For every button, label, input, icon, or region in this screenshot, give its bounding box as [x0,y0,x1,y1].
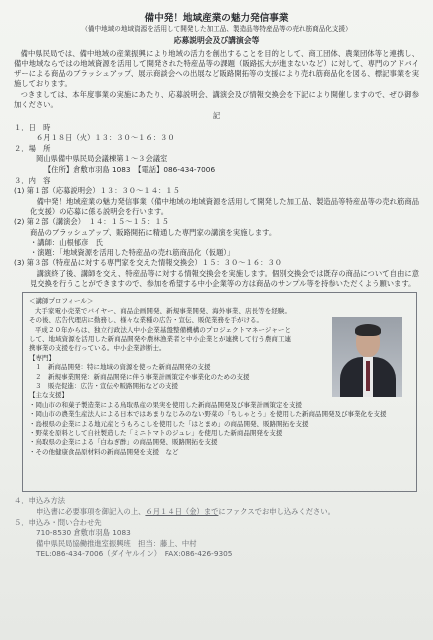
contact-heading: ５．申込み・問い合わせ先 [14,517,102,527]
place-address: 【住所】倉敷市羽島 1083 【電話】086-434-7006 [44,164,216,174]
part2-heading: (2) 第２部（講演会） １４：１５～１５：１５ [14,217,169,227]
profile-heading: ＜講師プロフィール＞ [29,297,94,306]
intro-paragraph-2: つきましては、本年度事業の実施にあたり、応募説明会、講演会及び情報交換会を下記により開催しますので、ぜひ御参加ください。 [14,89,419,109]
page-title: 備中発！地域産業の魅力発信事業 [144,13,289,24]
place-value: 岡山県備中県民局会議棟第１～３会議室 [36,154,168,164]
lecturer-photo [332,317,402,397]
ki-marker: 記 [212,111,221,121]
content-heading: ３．内 容 [14,176,51,186]
support-item: ・その他健康食品原材料の新商品開発を支援 など [29,447,179,456]
part2-description: 商品のブラッシュアップ、販路開拓に精通した専門家の講演を実施します。 [30,227,277,237]
profile-paragraph-2: 平成２０年からは、独立行政法人中小企業基盤整備機構のプロジェクトマネージャーとして、地域資源を活用した新商品開発や農林漁業者と中小企業とが連携して行う農商工連携事業の支援を行っている。中小企業診断士。 [29,325,291,353]
specialty-heading: 【専門】 [29,353,55,362]
page-subtitle-2: 応募説明会及び講演会等 [173,35,260,45]
support-item: ・岡山市の農業生産法人による日本ではあまりなじみのない野菜の「ちしゃとう」を使用した新商品開発及び事業化を支援 [29,410,387,419]
specialty-item: ３ 販売促進：広告・宣伝や販路開拓などの支援 [35,381,178,390]
contact-zip: 710-8530 倉敷市羽島 1083 [36,528,131,538]
place-heading: ２．場 所 [14,144,51,154]
part3-description: 講演終了後、講師を交え、特産品等に対する情報交換会を実施します。個別交換会では既存の商品について自由に意見交換を行うことができますので、参加を希望する中小企業等の方は商品のサンプル等を持参いただくよう願います。 [30,268,419,289]
apply-heading: ４．申込み方法 [14,496,66,506]
part2-theme: ・演題：「地域資源を活用した特産品の売れ筋商品化（仮題）」 [30,248,235,258]
support-item: ・鳥取県の企業による「白ねぎ酢」の商品開発、販路開拓を支援 [29,438,218,447]
part1-heading: (1) 第１部（応募説明会）１３：３０～１４：１５ [14,186,180,196]
contact-office: 備中県民局協働推進室振興班 担当：藤上、中村 [36,538,197,548]
part2-lecturer: ・講師：山根郁彦 氏 [30,237,103,247]
specialty-item: ２ 新規事業開発：新商品開発に伴う事業計画策定や事業化のための支援 [35,372,250,381]
specialty-item: １ 新商品開発：特に地域の資源を使った新商品開発の支援 [35,363,211,372]
support-item: ・野菜を原料として自社製造した「ミニトマトのジュレ」を使用した新商品開発を支援 [29,429,283,438]
apply-deadline: ６月１４日（金）まで [145,506,219,516]
date-value: ６月１８日（火）１３：３０～１６：３０ [36,132,175,142]
support-item: ・岡山市の和菓子製造業による鳥取県産の果実を使用した新商品開発及び事業計画策定を支援 [29,400,302,409]
profile-paragraph-1: 大手家電小売業でバイヤー、商品企画開発、新規事業開発、海外事業、店長等を経験。その後、広告代理店に勤務し、様々な業種の広告・宣伝、販促業務を手がける。 [29,306,291,325]
apply-body: 申込書に必要事項を御記入の上、６月１４日（金）までにファクスでお申し込みください。 [36,506,335,516]
support-heading: 【主な支援】 [29,391,68,400]
part1-description: 備中発！地域産業の魅力発信事業（備中地域の地域資源を活用して開発した加工品、製造品等特産品等の売れ筋商品化支援）の応募に係る説明会を行います。 [30,196,419,216]
date-heading: １．日 時 [14,122,51,132]
page-subtitle: （備中地域の地域資源を活用して開発した加工品、製造品等特産品等の売れ筋商品化支援） [81,25,352,33]
part3-heading: (3) 第３部（特産品に対する専門家を交えた情報交換会）１５：３０～１６：３０ [14,258,283,268]
contact-phone: TEL:086-434-7006（ダイヤルイン） FAX:086-426-9305 [36,548,233,558]
support-item: ・島根県の企業による地元産とうもろこしを使用した「はとまめ」の商品開発、販路開拓を支援 [29,419,309,428]
intro-paragraph-1: 備中県民局では、備中地域の産業振興により地域の活力を創出することを目的として、商工団体、農業団体等と連携し、備中地域ならではの地域資源を活用して開発された特産品等の課題（販路拡大が進まないなど）に対して、専門のアドバイザーによる商品のブラッシュアップ、展示商談会への出展など販路開拓等の支援により売れ筋商品化を図る、標記事業を実施しております。 [14,48,419,89]
lecturer-profile-box [22,292,417,492]
